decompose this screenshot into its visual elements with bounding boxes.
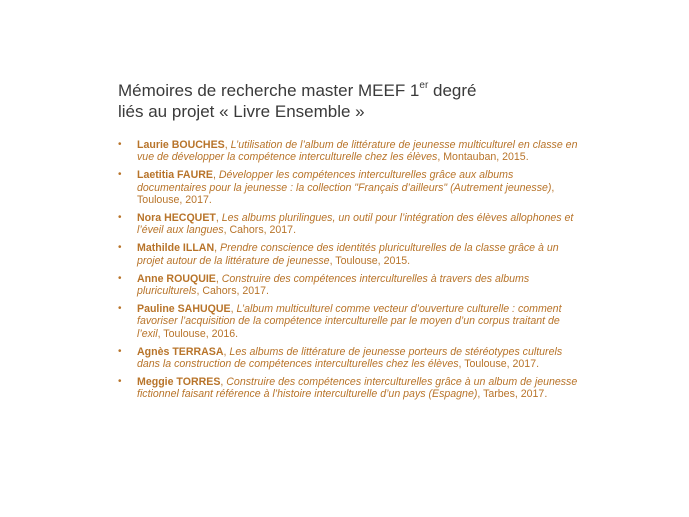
list-item xyxy=(118,212,578,236)
thesis-details: , Toulouse, 2017. xyxy=(458,358,540,371)
thesis-title: Construire des compétences interculturelles à travers des albums pluriculturels xyxy=(137,272,530,298)
author-name: Mathilde ILLAN xyxy=(137,242,215,255)
author-name: Laurie BOUCHES xyxy=(137,139,225,151)
separator: , xyxy=(230,303,237,316)
bullet-icon: • xyxy=(118,272,122,284)
separator: , xyxy=(215,212,222,225)
separator: , xyxy=(214,242,220,255)
title-line-2: liés au projet « Livre Ensemble » xyxy=(118,102,365,121)
list-item xyxy=(118,273,578,297)
thesis-details: , Cahors, 2017. xyxy=(196,285,269,298)
bullet-icon: • xyxy=(118,169,122,181)
author-name: Nora HECQUET xyxy=(137,212,216,225)
bullet-icon: • xyxy=(118,376,122,388)
bullet-icon: • xyxy=(118,139,122,150)
bullet-icon: • xyxy=(118,212,122,224)
author-name: Anne ROUQUIE xyxy=(137,272,216,285)
separator: , xyxy=(215,272,222,285)
bullet-icon: • xyxy=(118,345,122,357)
separator: , xyxy=(212,169,219,182)
thesis-title: Prendre conscience des identités pluriculturelles de la classe grâce à un projet autour de la littérature de jeunesse xyxy=(137,242,559,267)
page-title xyxy=(118,80,618,122)
list-item xyxy=(118,242,578,266)
thesis-list xyxy=(118,139,578,407)
author-name: Agnès TERRASA xyxy=(137,345,224,358)
separator: , xyxy=(223,345,230,358)
title-superscript: er xyxy=(419,80,429,92)
separator: , xyxy=(224,139,231,151)
bullet-icon: • xyxy=(118,242,122,254)
thesis-title: L’utilisation de l’album de littérature de jeunesse multiculturel en classe en vue de développer la compétence interculturelle chez les élèves xyxy=(137,139,578,164)
title-line-1-suffix: degré xyxy=(428,81,477,100)
thesis-details: , Toulouse, 2017. xyxy=(137,181,555,206)
title-line-1 xyxy=(118,80,618,101)
list-item xyxy=(118,169,578,206)
thesis-details: , Montauban, 2015. xyxy=(437,151,529,164)
thesis-title: L’album multiculturel comme vecteur d’ouverture culturelle : comment favoriser l’acquisition de la compétence interculturelle par le moyen d’un corpus traitant de l’exil xyxy=(137,303,562,340)
thesis-title: Construire des compétences interculturelles grâce à un album de jeunesse fictionnel faisant référence à l’histoire interculturelle d’un pays (Espagne) xyxy=(137,376,578,401)
author-name: Laetitia FAURE xyxy=(137,169,213,182)
thesis-title: Développer les compétences interculturelles grâce aux albums documentaires pour la jeunesse : la collection "Français d’ailleurs" (Autrement jeunesse) xyxy=(137,169,552,194)
list-item xyxy=(118,303,578,340)
title-line-1-text: Mémoires de recherche master MEEF 1 xyxy=(118,81,420,100)
thesis-details: , Toulouse, 2016. xyxy=(157,327,239,340)
thesis-title: Les albums plurilingues, un outil pour l’intégration des élèves allophones et l’éveil aux langues xyxy=(137,212,574,237)
list-item xyxy=(118,139,578,163)
thesis-details: , Cahors, 2017. xyxy=(223,224,297,237)
author-name: Meggie TORRES xyxy=(137,376,221,389)
thesis-details: , Toulouse, 2015. xyxy=(329,254,411,267)
thesis-details: , Tarbes, 2017. xyxy=(477,388,548,401)
thesis-title: Les albums de littérature de jeunesse porteurs de stéréotypes culturels dans la construction de compétences interculturelles chez les élèves xyxy=(137,345,563,371)
author-name: Pauline SAHUQUE xyxy=(137,303,231,316)
bullet-icon: • xyxy=(118,303,122,315)
list-item xyxy=(118,346,578,370)
list-item xyxy=(118,376,578,400)
separator: , xyxy=(220,376,227,389)
